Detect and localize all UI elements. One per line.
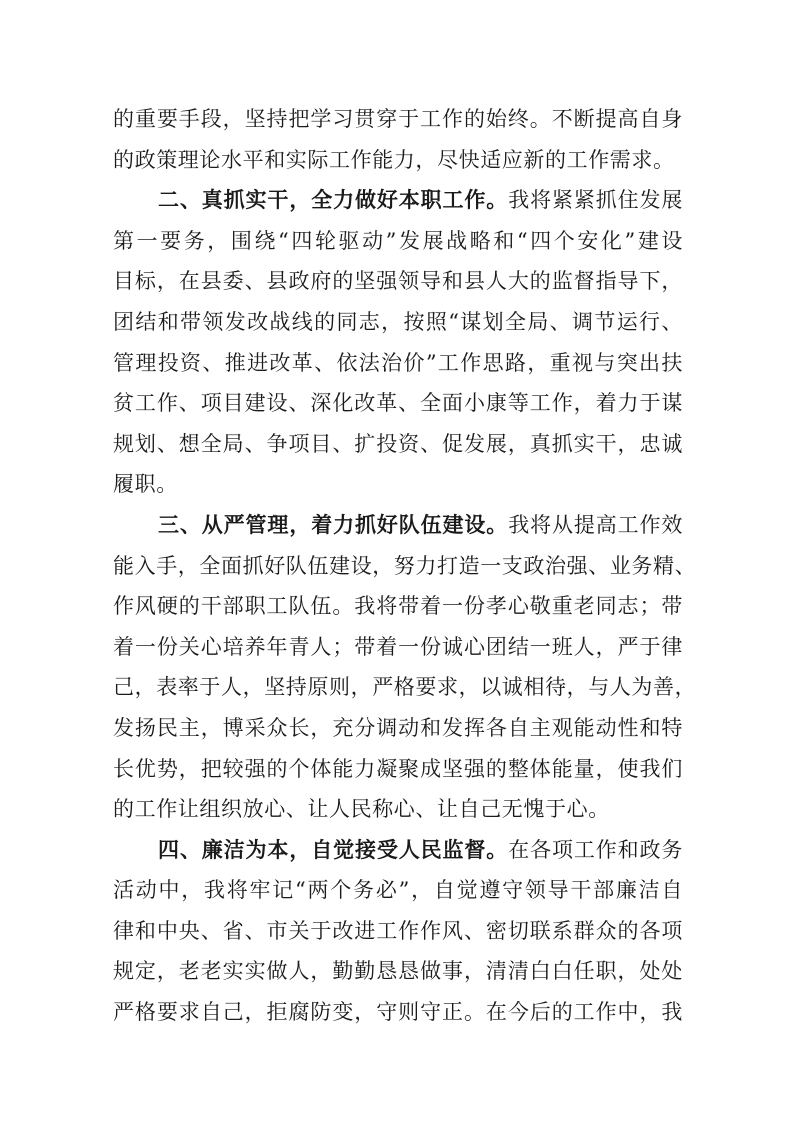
p2-line-8: 履职。 <box>113 472 178 497</box>
p3-line-5: 己，表率于人，坚持原则，严格要求，以诚相待，与人为善， <box>113 675 697 700</box>
p3-line-7: 长优势，把较强的个体能力凝聚成坚强的整体能量，使我们 <box>113 756 683 781</box>
section-heading-4: 四、廉洁为本，自觉接受人民监督。 <box>158 836 509 862</box>
p4-line-4: 规定，老老实实做人，勤勤恳恳做事，清清白白任职，处处 <box>113 959 683 984</box>
p3-line-2: 能入手，全面抓好队伍建设，努力打造一支政治强、业务精、 <box>113 553 697 578</box>
p4-line-5: 严格要求自己，拒腐防变，守则守正。在今后的工作中，我 <box>113 1000 683 1025</box>
p3-first-line <box>113 505 683 546</box>
p3-line-6: 发扬民主，博采众长，充分调动和发挥各自主观能动性和特 <box>113 715 683 740</box>
p3-line-8: 的工作让组织放心、让人民称心、让自己无愧于心。 <box>113 797 610 822</box>
p3-first-line-text: 我将从提高工作效 <box>508 512 683 537</box>
p4-line-3: 律和中央、省、市关于改进工作作风、密切联系群众的各项 <box>113 918 683 943</box>
p4-first-line <box>113 830 683 871</box>
p4-line-2: 活动中，我将牢记“两个务必”，自觉遵守领导干部廉洁自 <box>113 878 683 903</box>
p2-first-line-text: 我将紧紧抓住发展 <box>508 188 683 213</box>
p4-first-line-text: 在各项工作和政务 <box>508 837 683 862</box>
p2-line-4: 团结和带领发改战线的同志，按照“谋划全局、调节运行、 <box>113 309 683 334</box>
p2-first-line <box>113 180 683 221</box>
p3-line-4: 着一份关心培养年青人；带着一份诚心团结一班人，严于律 <box>113 634 683 659</box>
p2-line-3: 目标，在县委、县政府的坚强领导和县人大的监督指导下， <box>113 269 683 294</box>
section-heading-3: 三、从严管理，着力抓好队伍建设。 <box>158 511 509 537</box>
p2-line-5: 管理投资、推进改革、依法治价”工作思路，重视与突出扶 <box>113 350 683 375</box>
p2-line-2: 第一要务，围绕“四轮驱动”发展战略和“四个安化”建设 <box>113 228 683 253</box>
p3-line-3: 作风硬的干部职工队伍。我将带着一份孝心敬重老同志；带 <box>113 594 683 619</box>
p2-line-7: 规划、想全局、争项目、扩投资、促发展，真抓实干，忠诚 <box>113 431 683 456</box>
p1-line-1: 的重要手段，坚持把学习贯穿于工作的始终。不断提高自身 <box>113 107 683 131</box>
p2-line-6: 贫工作、项目建设、深化改革、全面小康等工作，着力于谋 <box>113 391 683 416</box>
document-body <box>113 99 697 1033</box>
p1-line-2: 的政策理论水平和实际工作能力，尽快适应新的工作需求。 <box>113 147 675 172</box>
section-heading-2: 二、真抓实干，全力做好本职工作。 <box>158 187 509 213</box>
